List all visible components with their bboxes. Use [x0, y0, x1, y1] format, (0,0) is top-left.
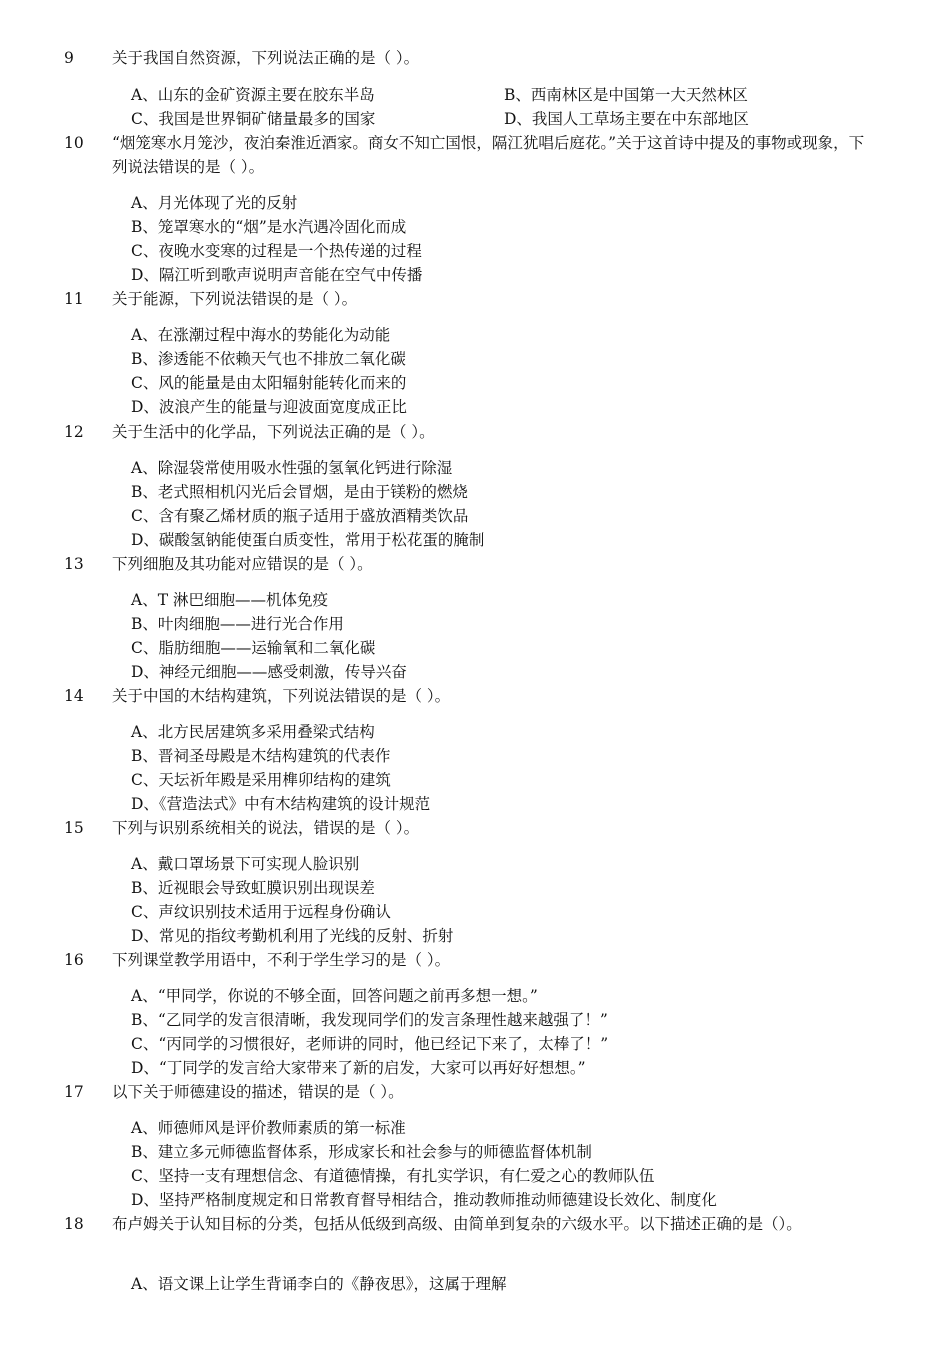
question-text: “烟笼寒水月笼沙，夜泊秦淮近酒家。商女不知亡国恨，隔江犹唱后庭花。”关于这首诗中提及的事物或现象，下列说法错误的是（ ）。 — [112, 134, 865, 176]
option-b: B、笼罩寒水的“烟”是水汽遇冷固化而成 — [131, 218, 407, 236]
option-d: D、隔江听到歌声说明声音能在空气中传播 — [131, 266, 423, 284]
option-c: C、脂肪细胞——运输氧和二氧化碳 — [131, 639, 376, 657]
question-text: 以下关于师德建设的描述，错误的是（ ）。 — [112, 1083, 404, 1101]
question-number: 15 — [64, 819, 84, 837]
option-a: A、山东的金矿资源主要在胶东半岛 — [131, 86, 375, 104]
option-b: B、老式照相机闪光后会冒烟，是由于镁粉的燃烧 — [131, 483, 468, 501]
option-a: A、北方民居建筑多采用叠梁式结构 — [131, 723, 375, 741]
question-number: 10 — [64, 134, 84, 152]
question-number: 18 — [64, 1215, 84, 1233]
question-number: 11 — [64, 290, 84, 308]
option-b: B、西南林区是中国第一大天然林区 — [504, 86, 748, 104]
question-number: 16 — [64, 951, 84, 969]
question-text: 关于能源，下列说法错误的是（ ）。 — [112, 290, 358, 308]
option-b: B、晋祠圣母殿是木结构建筑的代表作 — [131, 747, 391, 765]
option-a: A、在涨潮过程中海水的势能化为动能 — [131, 326, 391, 344]
question-number: 14 — [64, 687, 84, 705]
question-text: 关于生活中的化学品，下列说法正确的是（ ）。 — [112, 423, 435, 441]
question-text: 下列课堂教学用语中，不利于学生学习的是（ ）。 — [112, 951, 451, 969]
option-d: D、常见的指纹考勤机利用了光线的反射、折射 — [131, 927, 454, 945]
question-text: 关于我国自然资源，下列说法正确的是（ ）。 — [112, 49, 420, 67]
option-c: C、“丙同学的习惯很好，老师讲的同时，他已经记下来了，太棒了！” — [131, 1035, 609, 1053]
question-text: 布卢姆关于认知目标的分类，包括从低级到高级、由简单到复杂的六级水平。以下描述正确的是（）。 — [112, 1215, 802, 1233]
option-d: D、神经元细胞——感受刺激，传导兴奋 — [131, 663, 407, 681]
option-d: D、《营造法式》中有木结构建筑的设计规范 — [131, 795, 431, 813]
option-a: A、T 淋巴细胞——机体免疫 — [131, 591, 328, 609]
option-c: C、声纹识别技术适用于远程身份确认 — [131, 903, 391, 921]
option-d: D、碳酸氢钠能使蛋白质变性，常用于松花蛋的腌制 — [131, 531, 485, 549]
option-c: C、夜晚水变寒的过程是一个热传递的过程 — [131, 242, 422, 260]
option-a: A、“甲同学，你说的不够全面，回答问题之前再多想一想。” — [131, 987, 538, 1005]
question-number: 13 — [64, 555, 84, 573]
option-c: C、含有聚乙烯材质的瓶子适用于盛放酒精类饮品 — [131, 507, 469, 525]
question-text: 下列与识别系统相关的说法，错误的是（ ）。 — [112, 819, 420, 837]
option-a: A、语文课上让学生背诵李白的《静夜思》，这属于理解 — [131, 1275, 507, 1293]
option-b: B、近视眼会导致虹膜识别出现误差 — [131, 879, 375, 897]
question-number: 12 — [64, 423, 84, 441]
option-d: D、波浪产生的能量与迎波面宽度成正比 — [131, 398, 407, 416]
option-d: D、我国人工草场主要在中东部地区 — [504, 110, 749, 128]
option-b: B、叶肉细胞——进行光合作用 — [131, 615, 344, 633]
option-a: A、月光体现了光的反射 — [131, 194, 298, 212]
option-a: A、师德师风是评价教师素质的第一标准 — [131, 1119, 406, 1137]
option-d: D、坚持严格制度规定和日常教育督导相结合，推动教师推动师德建设长效化、制度化 — [131, 1191, 717, 1209]
option-c: C、我国是世界铜矿储量最多的国家 — [131, 110, 376, 128]
option-a: A、除湿袋常使用吸水性强的氢氧化钙进行除湿 — [131, 459, 453, 477]
question-text: 关于中国的木结构建筑，下列说法错误的是（ ）。 — [112, 687, 451, 705]
question-number: 17 — [64, 1083, 84, 1101]
option-c: C、风的能量是由太阳辐射能转化而来的 — [131, 374, 407, 392]
option-d: D、“丁同学的发言给大家带来了新的启发，大家可以再好好想想。” — [131, 1059, 586, 1077]
option-c: C、坚持一支有理想信念、有道德情操，有扎实学识，有仁爱之心的教师队伍 — [131, 1167, 655, 1185]
option-b: B、建立多元师德监督体系，形成家长和社会参与的师德监督体机制 — [131, 1143, 592, 1161]
option-b: B、渗透能不依赖天气也不排放二氧化碳 — [131, 350, 406, 368]
option-a: A、戴口罩场景下可实现人脸识别 — [131, 855, 360, 873]
question-number: 9 — [64, 49, 74, 67]
option-b: B、“乙同学的发言很清晰，我发现同学们的发言条理性越来越强了！” — [131, 1011, 608, 1029]
question-text: 下列细胞及其功能对应错误的是（ ）。 — [112, 555, 373, 573]
option-c: C、天坛祈年殿是采用榫卯结构的建筑 — [131, 771, 391, 789]
